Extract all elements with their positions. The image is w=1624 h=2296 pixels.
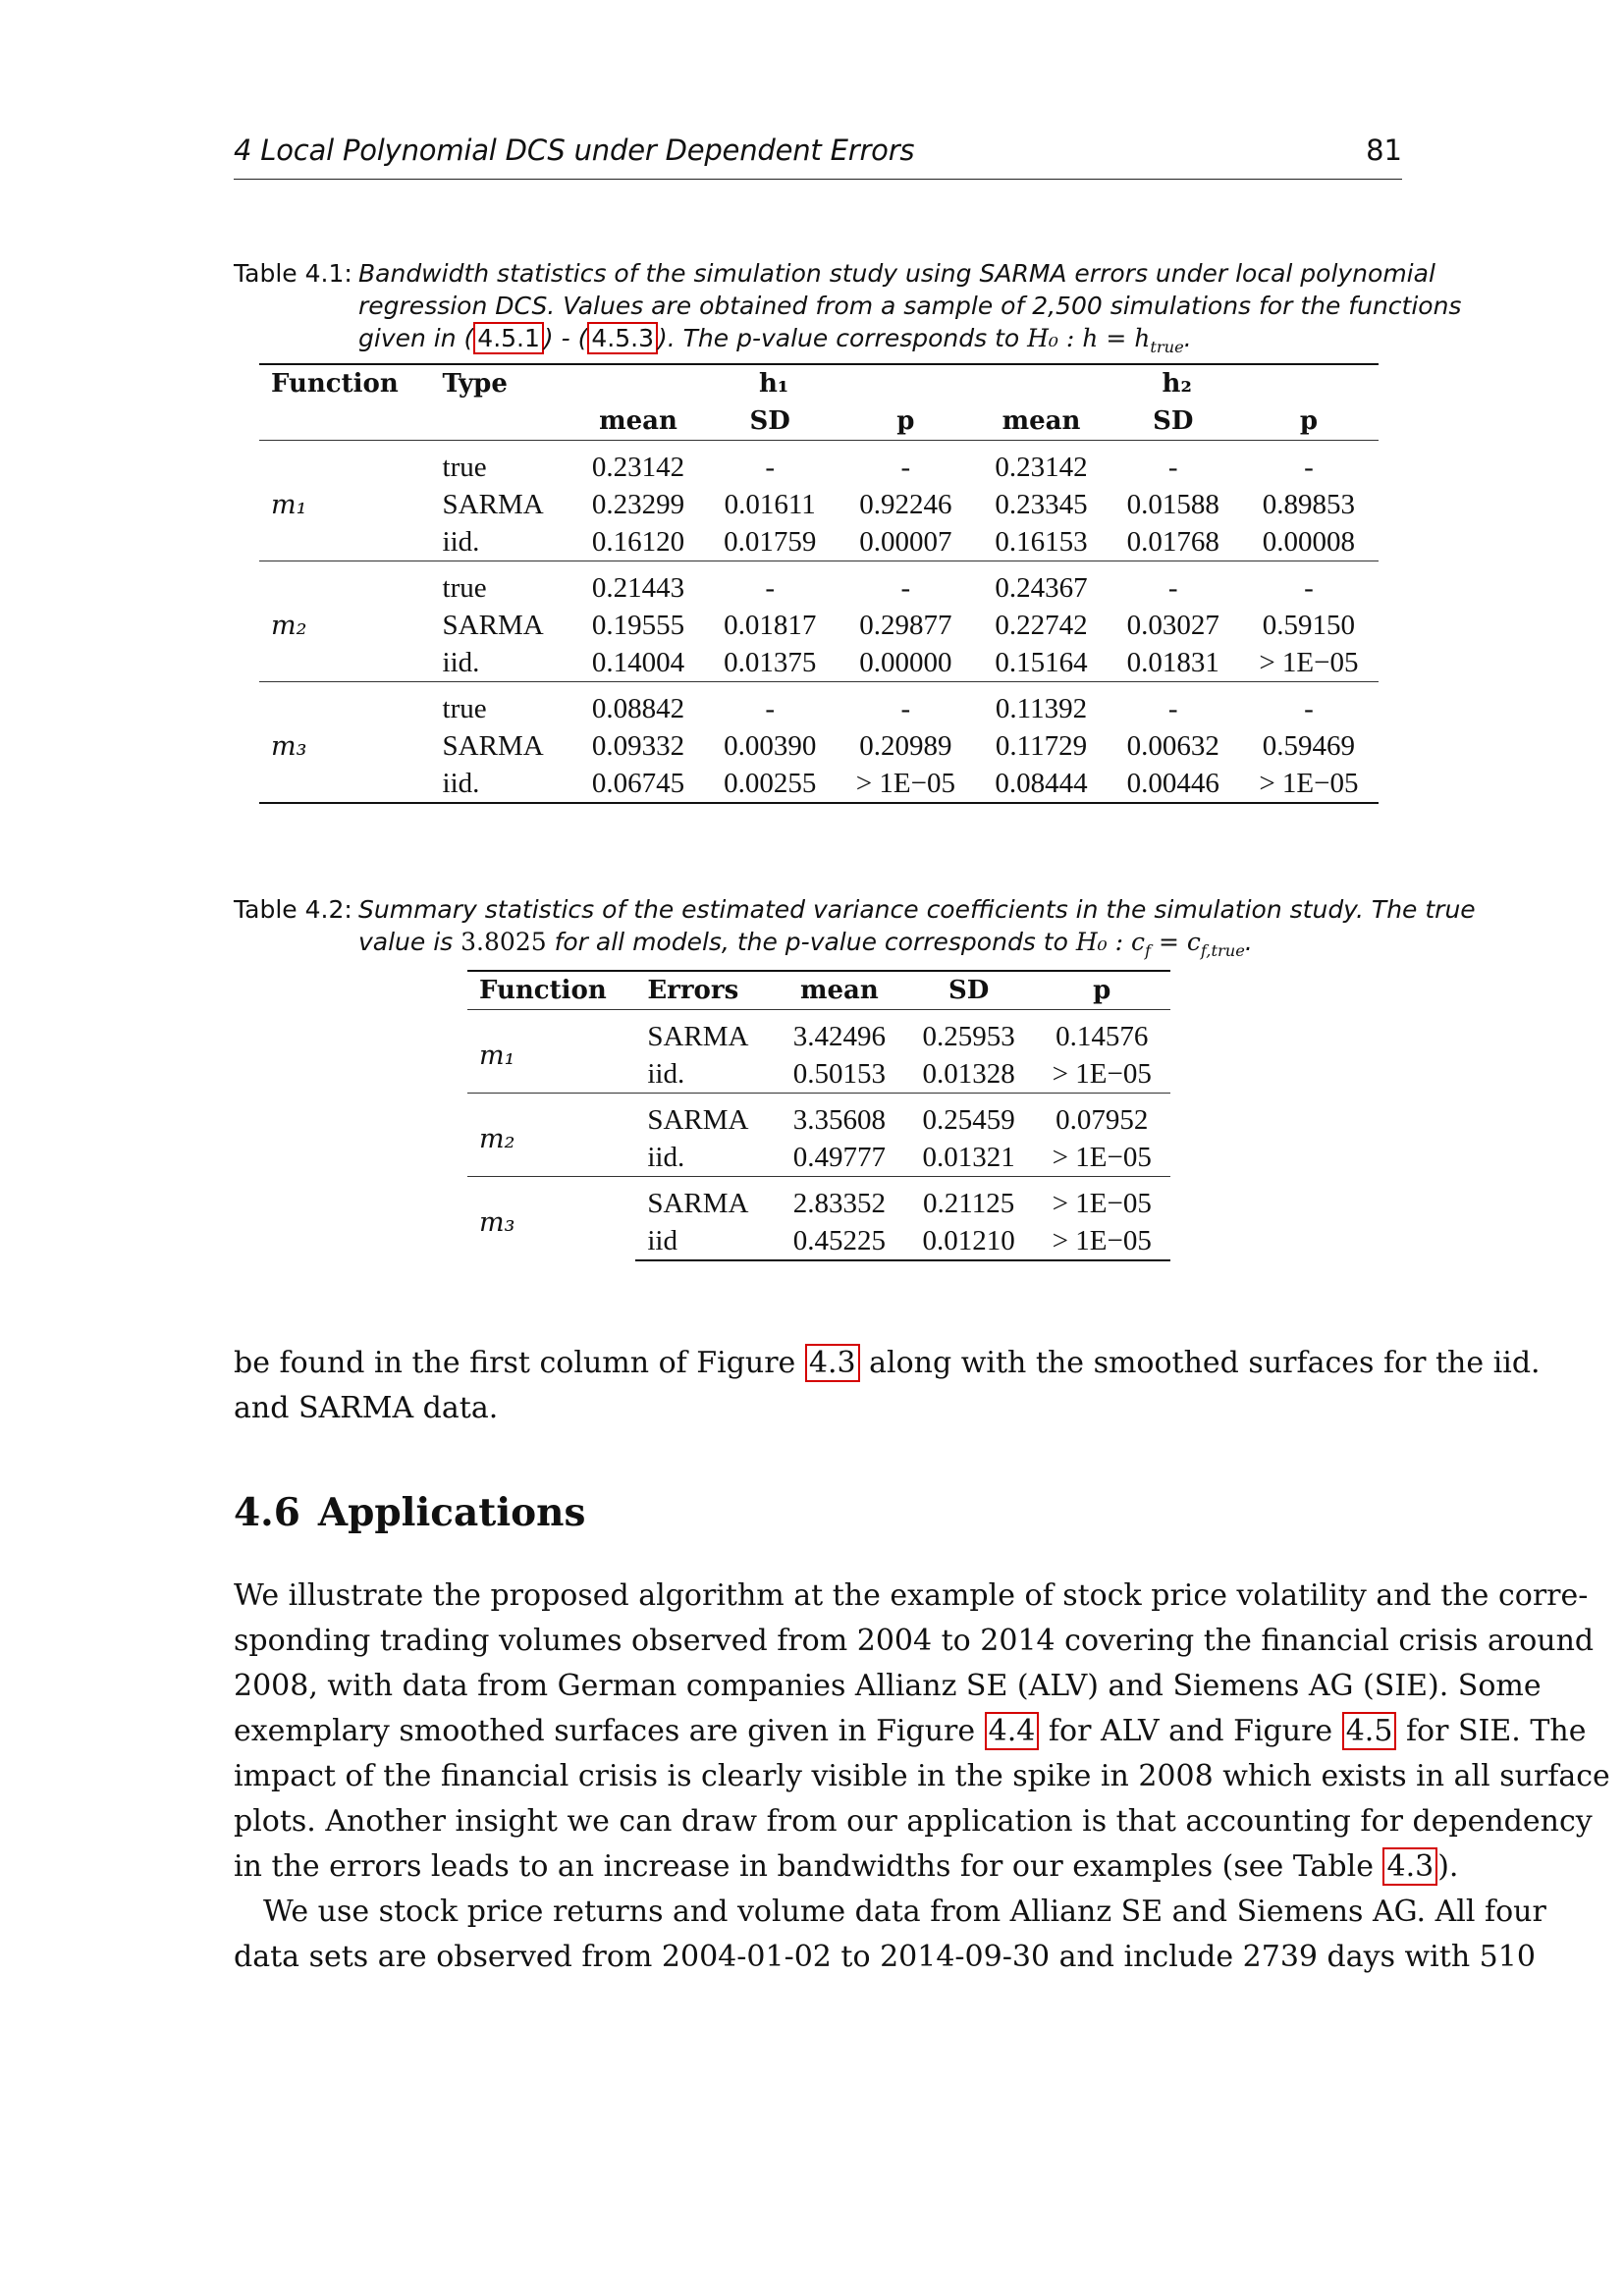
value-cell: 0.01210 — [904, 1222, 1034, 1260]
value-cell: 0.21443 — [572, 561, 704, 608]
table2-caption-line1: Summary statistics of the estimated variance coefficients in the simulation study. The true — [358, 895, 1476, 924]
table-4-1 — [259, 363, 1379, 804]
value-cell: 0.21125 — [904, 1177, 1034, 1223]
table-row — [259, 523, 1379, 561]
value-cell: 2.83352 — [775, 1177, 904, 1223]
value-cell: 0.89853 — [1262, 488, 1356, 520]
table-row — [259, 727, 1379, 765]
type-cell: SARMA — [442, 609, 544, 641]
function-label — [259, 644, 431, 682]
value-cell: 0.01817 — [724, 609, 817, 641]
value-cell: 0.08842 — [572, 682, 704, 728]
errors-cell: iid — [635, 1222, 775, 1260]
value-cell: 0.01328 — [922, 1057, 1015, 1090]
function-label: m₃ — [271, 730, 307, 762]
value-cell: 0.01759 — [724, 525, 817, 558]
para2-line7: in the errors leads to an increase in bandwidths for our examples (see Table 4.3 ). — [234, 1849, 1459, 1884]
value-cell: 0.01588 — [1126, 488, 1219, 520]
value-cell: 0.23299 — [591, 488, 685, 520]
table-row — [259, 561, 1379, 608]
value-cell: - — [836, 561, 975, 608]
value-cell: - — [1108, 682, 1239, 728]
value-cell: - — [836, 441, 975, 487]
col-h2-mean: mean — [975, 402, 1107, 441]
table-row — [467, 1010, 1170, 1056]
type-cell: iid. — [442, 646, 480, 678]
value-cell: 0.16120 — [591, 525, 685, 558]
paragraph-data — [234, 1890, 1546, 1980]
value-cell: 3.35608 — [775, 1094, 904, 1140]
table-row — [259, 486, 1379, 523]
value-cell: - — [704, 561, 836, 608]
table-row — [467, 1094, 1170, 1140]
errors-cell: SARMA — [635, 1094, 775, 1140]
function-label — [259, 682, 431, 728]
value-cell: 0.92246 — [859, 488, 952, 520]
para2-line5: impact of the financial crisis is clearly visible in the spike in 2008 which exists in all surface — [234, 1759, 1610, 1793]
type-cell: true — [431, 441, 572, 487]
col-h2-sd: SD — [1108, 402, 1239, 441]
value-cell: 0.11729 — [995, 729, 1088, 762]
errors-cell: SARMA — [635, 1177, 775, 1223]
value-cell: 0.25953 — [922, 1020, 1015, 1052]
col-p: p — [1034, 971, 1171, 1010]
function-label — [259, 523, 431, 561]
value-cell: - — [704, 682, 836, 728]
paragraph-applications — [234, 1574, 1610, 1890]
value-cell: 0.15164 — [995, 646, 1088, 678]
value-cell: 0.24367 — [975, 561, 1107, 608]
type-cell: true — [431, 561, 572, 608]
value-cell: 0.59469 — [1262, 729, 1356, 762]
table1-caption-line3: given in ( 4.5.1 ) - ( 4.5.3 ). The p-value corresponds to H₀ : $h = h_{true}$. — [358, 324, 1192, 356]
value-cell: 0.29877 — [859, 609, 952, 641]
value-cell: - — [1239, 682, 1379, 728]
value-cell: - — [1239, 561, 1379, 608]
running-header — [234, 133, 1402, 180]
col-h1-p: p — [836, 402, 975, 441]
type-cell: iid. — [431, 765, 572, 803]
value-cell: - — [836, 682, 975, 728]
value-cell: 0.20989 — [859, 729, 952, 762]
function-label: m₃ — [467, 1177, 635, 1261]
para3-line1: We use stock price returns and volume data from Allianz SE and Siemens AG. All four — [263, 1895, 1546, 1929]
value-cell: 0.03027 — [1126, 609, 1219, 641]
value-cell: 0.09332 — [591, 729, 685, 762]
col-type: Type — [431, 364, 572, 402]
value-cell: > 1E−05 — [836, 765, 975, 803]
type-cell: iid. — [442, 525, 480, 558]
value-cell: 0.01611 — [724, 488, 816, 520]
value-cell: > 1E−05 — [1034, 1177, 1171, 1223]
value-cell: - — [1108, 561, 1239, 608]
table-4-2 — [467, 970, 1170, 1261]
para1-line1: be found in the first column of Figure 4.3 along with the smoothed surfaces for the iid. — [234, 1346, 1541, 1380]
para2-line4: exemplary smoothed surfaces are given in Figure 4.4 for ALV and Figure 4.5 for SIE. The — [234, 1714, 1587, 1748]
table2-caption — [234, 893, 1476, 962]
paragraph-figure-ref — [234, 1341, 1541, 1431]
value-cell: 0.08444 — [975, 765, 1107, 803]
function-label: m₂ — [467, 1094, 635, 1177]
para2-line3: 2008, with data from German companies Allianz SE (ALV) and Siemens AG (SIE). Some — [234, 1669, 1542, 1703]
col-h1-mean: mean — [572, 402, 704, 441]
section-number: 4.6 — [234, 1490, 300, 1535]
value-cell: 0.50153 — [792, 1057, 886, 1090]
equation-ref-4-5-1[interactable]: 4.5.1 — [473, 322, 544, 354]
table2-label: Table 4.2: — [234, 895, 352, 924]
col-h2-p: p — [1239, 402, 1379, 441]
table-ref-4-3[interactable]: 4.3 — [1382, 1847, 1437, 1886]
table1-caption-line1: Bandwidth statistics of the simulation study using SARMA errors under local polynomial — [358, 259, 1435, 288]
value-cell: 0.23142 — [572, 441, 704, 487]
para1-line2: and SARMA data. — [234, 1391, 499, 1425]
value-cell: 0.07952 — [1034, 1094, 1171, 1140]
value-cell: 0.00446 — [1108, 765, 1239, 803]
col-errors: Errors — [635, 971, 775, 1010]
value-cell: > 1E−05 — [1052, 1057, 1152, 1090]
errors-cell: iid. — [647, 1141, 685, 1173]
section-title: Applications — [317, 1490, 586, 1535]
function-label — [259, 561, 431, 608]
value-cell: 0.22742 — [995, 609, 1088, 641]
figure-ref-4-3[interactable]: 4.3 — [805, 1344, 860, 1382]
para2-line1: We illustrate the proposed algorithm at the example of stock price volatility and the corre- — [234, 1578, 1589, 1613]
section-heading — [234, 1490, 585, 1535]
value-cell: 3.42496 — [792, 1020, 886, 1052]
chapter-title: 4 Local Polynomial DCS under Dependent Errors — [234, 133, 915, 167]
para2-line6: plots. Another insight we can draw from our application is that accounting for dependency — [234, 1804, 1593, 1839]
function-label — [259, 765, 431, 803]
col-function: Function — [467, 971, 635, 1010]
value-cell: > 1E−05 — [1034, 1222, 1171, 1260]
page-number: 81 — [1366, 133, 1402, 167]
function-label: m₂ — [271, 610, 307, 641]
group-h2: h₂ — [975, 364, 1379, 402]
value-cell: 0.14004 — [591, 646, 685, 678]
value-cell: > 1E−05 — [1239, 765, 1379, 803]
value-cell: 0.25459 — [904, 1094, 1034, 1140]
value-cell: 0.00008 — [1262, 525, 1356, 558]
value-cell: 0.00632 — [1126, 729, 1219, 762]
errors-cell: iid. — [647, 1057, 685, 1090]
col-function: Function — [259, 364, 431, 402]
value-cell: > 1E−05 — [1052, 1141, 1152, 1173]
value-cell: 0.23142 — [975, 441, 1107, 487]
table-row — [467, 1177, 1170, 1223]
type-cell: SARMA — [442, 488, 544, 520]
function-label — [259, 441, 431, 487]
value-cell: 0.45225 — [775, 1222, 904, 1260]
errors-cell: SARMA — [647, 1020, 749, 1052]
value-cell: 0.01321 — [922, 1141, 1015, 1173]
value-cell: 0.06745 — [572, 765, 704, 803]
value-cell: - — [1239, 441, 1379, 487]
table1-label: Table 4.1: — [234, 259, 352, 288]
value-cell: 0.59150 — [1262, 609, 1356, 641]
value-cell: 0.49777 — [792, 1141, 886, 1173]
table-row — [259, 644, 1379, 682]
table2-caption-line2: value is 3.8025 for all models, the p-value corresponds to H₀ : $c_f = c_{f,true}$. — [358, 928, 1253, 960]
col-sd: SD — [904, 971, 1034, 1010]
table-row — [259, 607, 1379, 644]
figure-ref-4-5[interactable]: 4.5 — [1342, 1712, 1397, 1750]
value-cell: - — [1108, 441, 1239, 487]
value-cell: 0.00000 — [859, 646, 952, 678]
value-cell: 0.14576 — [1056, 1020, 1149, 1052]
table-row — [259, 765, 1379, 803]
value-cell: 0.19555 — [591, 609, 685, 641]
group-h1: h₁ — [572, 364, 976, 402]
value-cell: 0.01768 — [1126, 525, 1219, 558]
value-cell: 0.00255 — [704, 765, 836, 803]
equation-ref-4-5-3[interactable]: 4.5.3 — [587, 322, 658, 354]
value-cell: 0.01831 — [1126, 646, 1219, 678]
type-cell: true — [431, 682, 572, 728]
value-cell: 0.00390 — [724, 729, 817, 762]
figure-ref-4-4[interactable]: 4.4 — [985, 1712, 1040, 1750]
value-cell: 0.00007 — [859, 525, 952, 558]
table-row — [259, 682, 1379, 728]
function-label: m₁ — [271, 489, 307, 520]
value-cell: 0.11392 — [975, 682, 1107, 728]
col-mean: mean — [775, 971, 904, 1010]
value-cell: 0.23345 — [995, 488, 1088, 520]
type-cell: SARMA — [442, 729, 544, 762]
col-h1-sd: SD — [704, 402, 836, 441]
value-cell: 0.01375 — [724, 646, 817, 678]
table1-caption — [234, 257, 1462, 356]
value-cell: - — [704, 441, 836, 487]
table1-caption-line2: regression DCS. Values are obtained from a sample of 2,500 simulations for the functions — [358, 292, 1462, 320]
para2-line2: sponding trading volumes observed from 2004 to 2014 covering the financial crisis around — [234, 1624, 1595, 1658]
para3-line2: data sets are observed from 2004-01-02 to 2014-09-30 and include 2739 days with 510 — [234, 1940, 1536, 1974]
value-cell: 0.16153 — [995, 525, 1088, 558]
table-row — [259, 441, 1379, 487]
value-cell: > 1E−05 — [1259, 646, 1359, 678]
function-label: m₁ — [479, 1040, 515, 1071]
